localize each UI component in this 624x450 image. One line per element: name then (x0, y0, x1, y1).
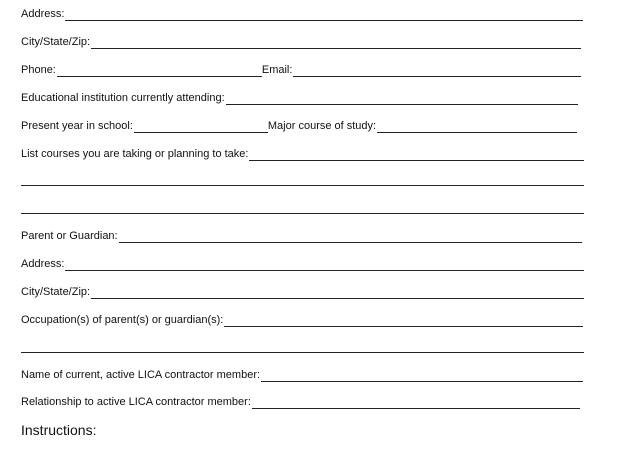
parent-address-row (21, 258, 584, 271)
parent-city-state-zip-label: City/State/Zip: (21, 286, 91, 298)
parent-guardian-label: Parent or Guardian: (21, 230, 118, 242)
city-state-zip-row (21, 36, 581, 49)
courses-row (21, 148, 584, 161)
address-label: Address: (21, 8, 65, 20)
address-row (21, 8, 583, 21)
email-label: Email: (261, 64, 293, 76)
phone-field[interactable] (57, 64, 262, 77)
occupation-label: Occupation(s) of parent(s) or guardian(s): (21, 314, 224, 326)
present-year-label: Present year in school: (21, 120, 133, 132)
occupation-row (21, 314, 583, 327)
parent-city-state-zip-field[interactable] (91, 286, 584, 299)
instructions-heading: Instructions: (21, 422, 97, 438)
parent-guardian-field[interactable] (119, 230, 582, 243)
relationship-field[interactable] (252, 396, 580, 409)
parent-address-label: Address: (21, 258, 65, 270)
contractor-name-row (21, 369, 583, 382)
address-field[interactable] (65, 8, 583, 21)
courses-label: List courses you are taking or planning to take: (21, 148, 249, 160)
courses-line-2[interactable] (21, 185, 584, 186)
institution-field[interactable] (226, 92, 578, 105)
occupation-field[interactable] (224, 314, 583, 327)
city-state-zip-field[interactable] (91, 36, 581, 49)
occupation-line-2[interactable] (21, 352, 584, 353)
contractor-name-field[interactable] (261, 369, 583, 382)
major-label: Major course of study: (267, 120, 377, 132)
city-state-zip-label: City/State/Zip: (21, 36, 91, 48)
institution-label: Educational institution currently attending: (21, 92, 225, 104)
email-field[interactable] (293, 64, 581, 77)
contractor-name-label: Name of current, active LICA contractor member: (21, 369, 261, 381)
major-field[interactable] (377, 120, 577, 133)
phone-email-row (21, 64, 581, 77)
parent-guardian-row (21, 230, 582, 243)
courses-line-3[interactable] (21, 213, 584, 214)
parent-city-state-zip-row (21, 286, 584, 299)
courses-field[interactable] (249, 148, 584, 161)
present-year-field[interactable] (134, 120, 268, 133)
relationship-row (21, 396, 580, 409)
year-major-row (21, 120, 577, 133)
institution-row (21, 92, 578, 105)
phone-label: Phone: (21, 64, 56, 76)
application-form (21, 0, 586, 450)
parent-address-field[interactable] (65, 258, 584, 271)
relationship-label: Relationship to active LICA contractor member: (21, 396, 251, 408)
